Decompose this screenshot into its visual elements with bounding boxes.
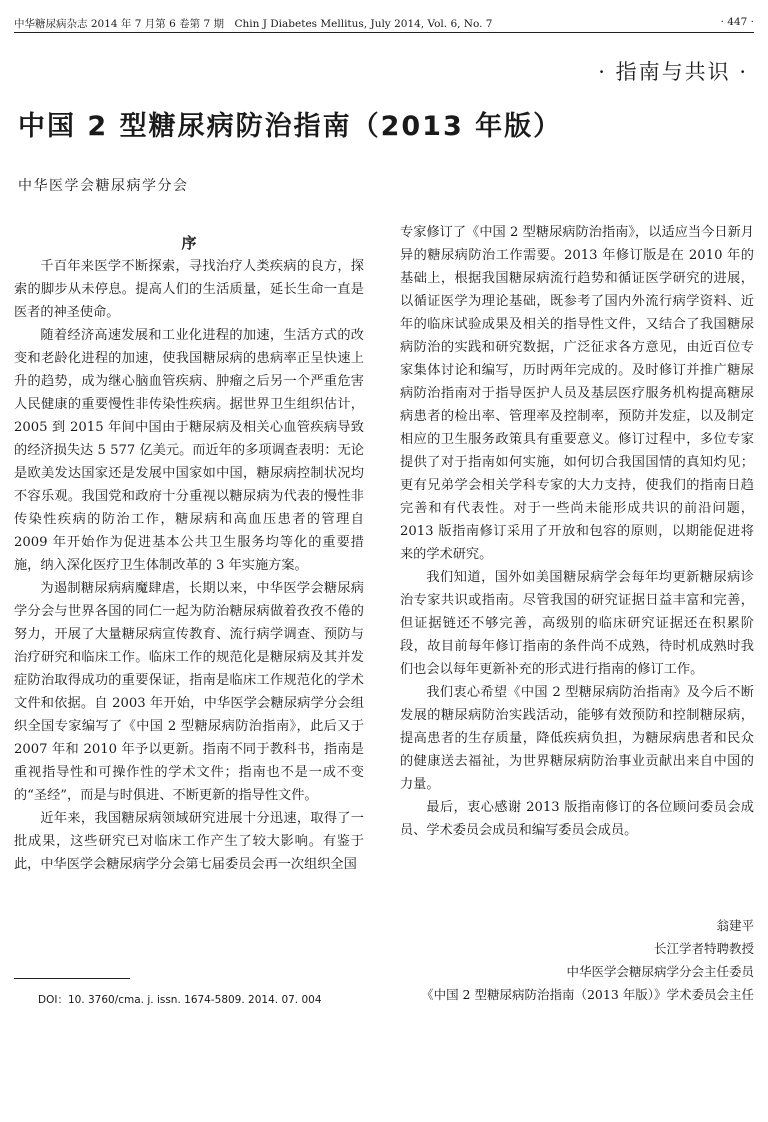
paragraph: 我们知道，国外如美国糖尿病学会每年均更新糖尿病诊治专家共识或指南。尽管我国的研究证据日益丰富和完善，但证据链还不够完善，高级别的临床研究证据还在积累阶段，故目前每年修订指南的条件尚不成熟，待时机成熟时我们也会以每年更新补充的形式进行指南的修订工作。 <box>400 570 754 677</box>
left-column <box>14 232 364 876</box>
author-organization: 中华医学会糖尿病学分会 <box>18 178 189 194</box>
right-column <box>400 221 754 842</box>
section-label: · 指南与共识 · <box>598 60 748 84</box>
paragraph: 我们衷心希望《中国 2 型糖尿病防治指南》及今后不断发展的糖尿病防治实践活动，能够有效预防和控制糖尿病，提高患者的生存质量，降低疾病负担，为糖尿病患者和民众的健康送去福祉，为世界糖尿病防治事业贡献出来自中国的力量。 <box>400 685 754 792</box>
doi-footnote: DOI：10. 3760/cma. j. issn. 1674-5809. 2014. 07. 004 <box>38 994 322 1006</box>
paragraph: 为遏制糖尿病病魔肆虐，长期以来，中华医学会糖尿病学分会与世界各国的同仁一起为防治糖尿病做着孜孜不倦的努力，开展了大量糖尿病宣传教育、流行病学调查、预防与治疗研究和临床工作。临床工作的规范化是糖尿病及其并发症防治取得成功的重要保证，指南是临床工作规范化的学术文件和依据。自 2003 年开始，中华医学会糖尿病学分会组织全国专家编写了《中国 2 型糖尿病防治指南》，此后又于 2007 年和 2010 年予以更新。指南不同于教科书，指南是重视指导性和可操作性的学术文件；指南也不是一成不变的“圣经”，而是与时俱进、不断更新的指导性文件。 <box>14 581 364 803</box>
journal-citation: 中华糖尿病杂志 2014 年 7 月第 6 卷第 7 期 Chin J Diabetes Mellitus, July 2014, Vol. 6, No. 7 <box>14 18 493 30</box>
paragraph: 专家修订了《中国 2 型糖尿病防治指南》，以适应当今日新月异的糖尿病防治工作需要。2013 年修订版是在 2010 年的基础上，根据我国糖尿病流行趋势和循证医学研究的进展，以循证医学为理论基础，既参考了国内外流行病学资料、近年的临床试验成果及相关的指导性文件，又结合了我国糖尿病防治的实践和研究数据，广泛征求各方意见，由近百位专家集体讨论和编写，历时两年完成的。及时修订并推广糖尿病防治指南对于指导医护人员及基层医疗服务机构提高糖尿病患者的检出率、管理率及控制率，预防并发症，以及制定相应的卫生服务政策具有重要意义。修订过程中，多位专家提供了对于指南如何实施，如何切合我国国情的真知灼见；更有兄弟学会相关学科专家的大力支持，使我们的指南日趋完善和有代表性。对于一些尚未能形成共识的前沿问题，2013 版指南修订采用了开放和包容的原则，以期能促进将来的学术研究。 <box>400 225 754 562</box>
header-rule <box>14 32 754 33</box>
paragraph: 近年来，我国糖尿病领域研究进展十分迅速，取得了一批成果，这些研究已对临床工作产生了较大影响。有鉴于此，中华医学会糖尿病学分会第七届委员会再一次组织全国 <box>14 811 364 872</box>
signature-name: 翁建平 <box>716 918 754 933</box>
signature-title: 《中国 2 型糖尿病防治指南（2013 年版）》学术委员会主任 <box>421 987 754 1002</box>
paragraph: 随着经济高速发展和工业化进程的加速，生活方式的改变和老龄化进程的加速，使我国糖尿病的患病率正呈快速上升的趋势，成为继心脑血管疾病、肿瘤之后另一个严重危害人民健康的重要慢性非传染性疾病。据世界卫生组织估计，2005 到 2015 年间中国由于糖尿病及相关心血管疾病导致的经济损失达 5 577 亿美元。而近年的多项调查表明：无论是欧美发达国家还是发展中国家如中国，糖尿病控制状况均不容乐观。我国党和政府十分重视以糖尿病为代表的慢性非传染性疾病的防治工作，糖尿病和高血压患者的管理自 2009 年开始作为促进基本公共卫生服务均等化的重要措施，纳入深化医疗卫生体制改革的 3 年实施方案。 <box>14 328 364 573</box>
signature-title: 中华医学会糖尿病学分会主任委员 <box>566 964 754 979</box>
preface-heading: 序 <box>181 234 197 252</box>
signature-title: 长江学者特聘教授 <box>653 941 754 956</box>
footnote-rule <box>14 978 130 979</box>
signature-block <box>334 914 754 1006</box>
article-title: 中国 2 型糖尿病防治指南（2013 年版） <box>18 111 563 142</box>
running-header <box>14 16 754 30</box>
paragraph: 最后，衷心感谢 2013 版指南修订的各位顾问委员会成员、学术委员会成员和编写委员会成员。 <box>400 800 754 838</box>
paragraph: 千百年来医学不断探索，寻找治疗人类疾病的良方，探索的脚步从未停息。提高人们的生活质量，延长生命一直是医者的神圣使命。 <box>14 259 364 320</box>
page-number: · 447 · <box>720 16 754 28</box>
